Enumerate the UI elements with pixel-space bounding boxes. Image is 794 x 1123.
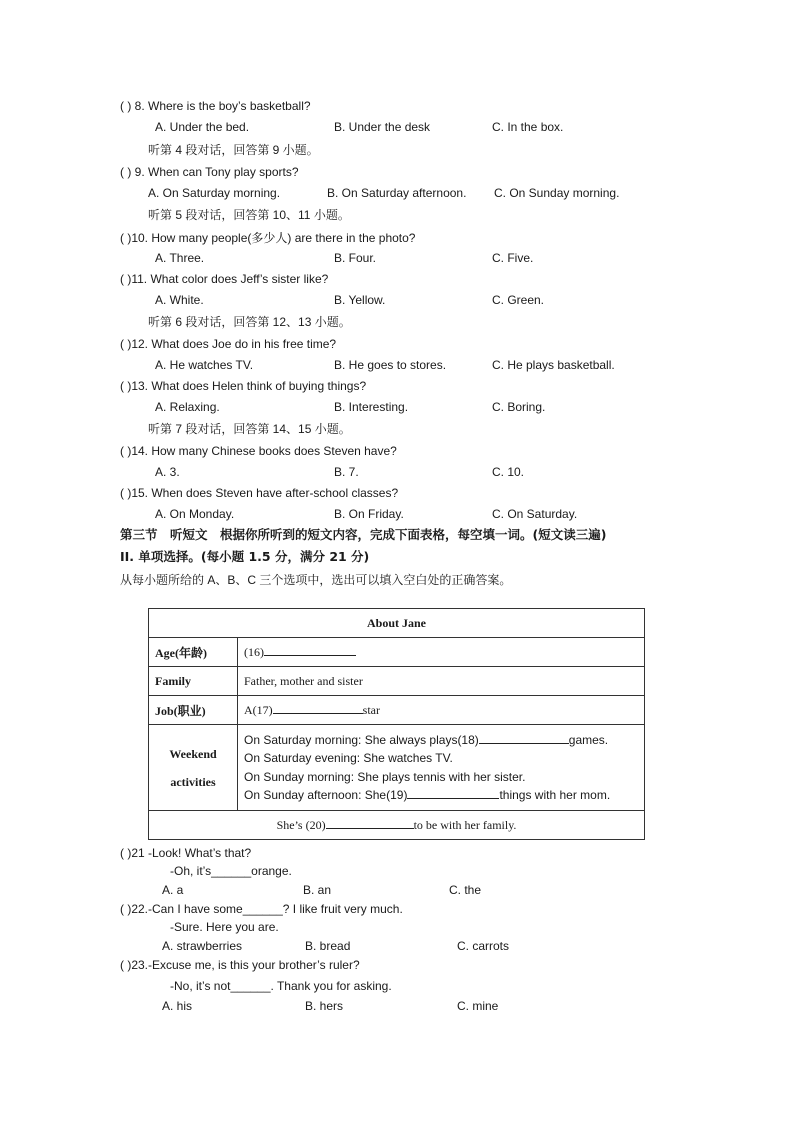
question-8-option-b: B. Under the desk bbox=[334, 120, 431, 134]
blank-19[interactable] bbox=[407, 787, 499, 799]
weekend-line-1-suffix: games. bbox=[568, 732, 609, 747]
question-23-reply: -No, it’s not______. Thank you for asking. bbox=[170, 979, 392, 993]
weekend-line-1 bbox=[244, 731, 638, 750]
question-21-option-c: C. the bbox=[449, 883, 482, 897]
blank-17-number: A(17) bbox=[244, 703, 273, 717]
part-2-heading: II. 单项选择。(每小题 1.5 分，满分 21 分) bbox=[120, 549, 370, 564]
question-21-option-b: B. an bbox=[303, 883, 332, 897]
question-10-stem: ( )10. How many people(多少人) are there in the photo? bbox=[120, 231, 416, 245]
weekend-line-2: On Saturday evening: She watches TV. bbox=[244, 751, 453, 765]
question-22-option-c: C. carrots bbox=[457, 939, 510, 953]
weekend-line-1-text: On Saturday morning: She always plays(18) bbox=[244, 732, 479, 747]
question-22-option-b: B. bread bbox=[305, 939, 351, 953]
question-12-stem: ( )12. What does Joe do in his free time? bbox=[120, 337, 337, 351]
question-14-option-b: B. 7. bbox=[334, 465, 359, 479]
instruction-dialog-7: 听第 7 段对话，回答第 14、15 小题。 bbox=[148, 422, 351, 436]
weekend-label-line-1: Weekend bbox=[169, 746, 217, 761]
weekend-label-line-2: activities bbox=[170, 774, 216, 789]
question-21-reply: -Oh, it’s______orange. bbox=[170, 864, 292, 878]
part-2-instruction: 从每小题所给的 A、B、C 三个选项中，选出可以填入空白处的正确答案。 bbox=[120, 573, 512, 587]
question-12-option-c: C. He plays basketball. bbox=[492, 358, 615, 372]
section-3-heading: 第三节 听短文 根据你所听到的短文内容，完成下面表格，每空填一词。(短文读三遍) bbox=[120, 527, 607, 542]
question-11-option-a: A. White. bbox=[155, 293, 204, 307]
question-12-option-a: A. He watches TV. bbox=[155, 358, 254, 372]
about-jane-table bbox=[148, 608, 645, 840]
job-value bbox=[238, 696, 645, 725]
age-value bbox=[238, 638, 645, 667]
family-label: Family bbox=[149, 667, 238, 696]
question-13-option-c: C. Boring. bbox=[492, 400, 546, 414]
table-footer bbox=[149, 811, 645, 840]
question-9-option-a: A. On Saturday morning. bbox=[148, 186, 281, 200]
question-9-stem: ( ) 9. When can Tony play sports? bbox=[120, 165, 299, 179]
question-15-option-a: A. On Monday. bbox=[155, 507, 235, 521]
question-23-option-a: A. his bbox=[162, 999, 193, 1013]
weekend-line-4-text: On Sunday afternoon: She(19) bbox=[244, 788, 408, 802]
question-13-option-a: A. Relaxing. bbox=[155, 400, 220, 414]
weekend-activities bbox=[238, 725, 645, 811]
question-10-option-c: C. Five. bbox=[492, 251, 534, 265]
question-13-option-b: B. Interesting. bbox=[334, 400, 409, 414]
question-21-stem: ( )21 -Look! What’s that? bbox=[120, 846, 252, 860]
question-14-option-c: C. 10. bbox=[492, 465, 525, 479]
weekend-line-4 bbox=[244, 786, 638, 805]
question-10-option-a: A. Three. bbox=[155, 251, 205, 265]
question-11-option-c: C. Green. bbox=[492, 293, 545, 307]
question-14-option-a: A. 3. bbox=[155, 465, 180, 479]
job-label: Job(职业) bbox=[149, 696, 238, 725]
question-10-option-b: B. Four. bbox=[334, 251, 377, 265]
question-14-stem: ( )14. How many Chinese books does Steven have? bbox=[120, 444, 397, 458]
instruction-dialog-5: 听第 5 段对话，回答第 10、11 小题。 bbox=[148, 208, 350, 222]
blank-20[interactable] bbox=[326, 817, 414, 829]
blank-18[interactable] bbox=[479, 732, 569, 744]
blank-17[interactable] bbox=[273, 702, 363, 714]
question-8-stem: ( ) 8. Where is the boy’s basketball? bbox=[120, 99, 311, 113]
question-23-option-c: C. mine bbox=[457, 999, 499, 1013]
weekend-line-4-suffix: things with her mom. bbox=[499, 788, 611, 802]
instruction-dialog-4: 听第 4 段对话，回答第 9 小题。 bbox=[148, 143, 319, 157]
weekend-line-3: On Sunday morning: She plays tennis with her sister. bbox=[244, 769, 526, 784]
question-9-option-b: B. On Saturday afternoon. bbox=[327, 186, 467, 200]
question-11-stem: ( )11. What color does Jeff’s sister like? bbox=[120, 272, 329, 286]
question-13-stem: ( )13. What does Helen think of buying things? bbox=[120, 379, 367, 393]
question-12-option-b: B. He goes to stores. bbox=[334, 358, 447, 372]
weekend-label bbox=[149, 725, 238, 811]
question-15-option-c: C. On Saturday. bbox=[492, 507, 578, 521]
job-suffix: star bbox=[362, 703, 380, 717]
question-22-reply: -Sure. Here you are. bbox=[170, 920, 279, 934]
footer-suffix: to be with her family. bbox=[413, 818, 517, 832]
question-23-stem: ( )23.-Excuse me, is this your brother’s ruler? bbox=[120, 958, 360, 972]
question-8-option-a: A. Under the bed. bbox=[155, 120, 250, 134]
question-21-option-a: A. a bbox=[162, 883, 184, 897]
blank-20-number: She’s (20) bbox=[276, 818, 326, 832]
question-11-option-b: B. Yellow. bbox=[334, 293, 386, 307]
question-22-option-a: A. strawberries bbox=[162, 939, 243, 953]
instruction-dialog-6: 听第 6 段对话，回答第 12、13 小题。 bbox=[148, 315, 351, 329]
question-15-option-b: B. On Friday. bbox=[334, 507, 404, 521]
blank-16[interactable] bbox=[264, 644, 356, 656]
blank-16-number: (16) bbox=[244, 645, 264, 659]
question-23-option-b: B. hers bbox=[305, 999, 344, 1013]
question-22-stem: ( )22.-Can I have some______? I like fruit very much. bbox=[120, 902, 403, 916]
table-title: About Jane bbox=[149, 609, 645, 638]
age-label: Age(年龄) bbox=[149, 638, 238, 667]
question-9-option-c: C. On Sunday morning. bbox=[494, 186, 620, 200]
question-8-option-c: C. In the box. bbox=[492, 120, 564, 134]
question-15-stem: ( )15. When does Steven have after-school classes? bbox=[120, 486, 399, 500]
family-value: Father, mother and sister bbox=[238, 667, 645, 696]
